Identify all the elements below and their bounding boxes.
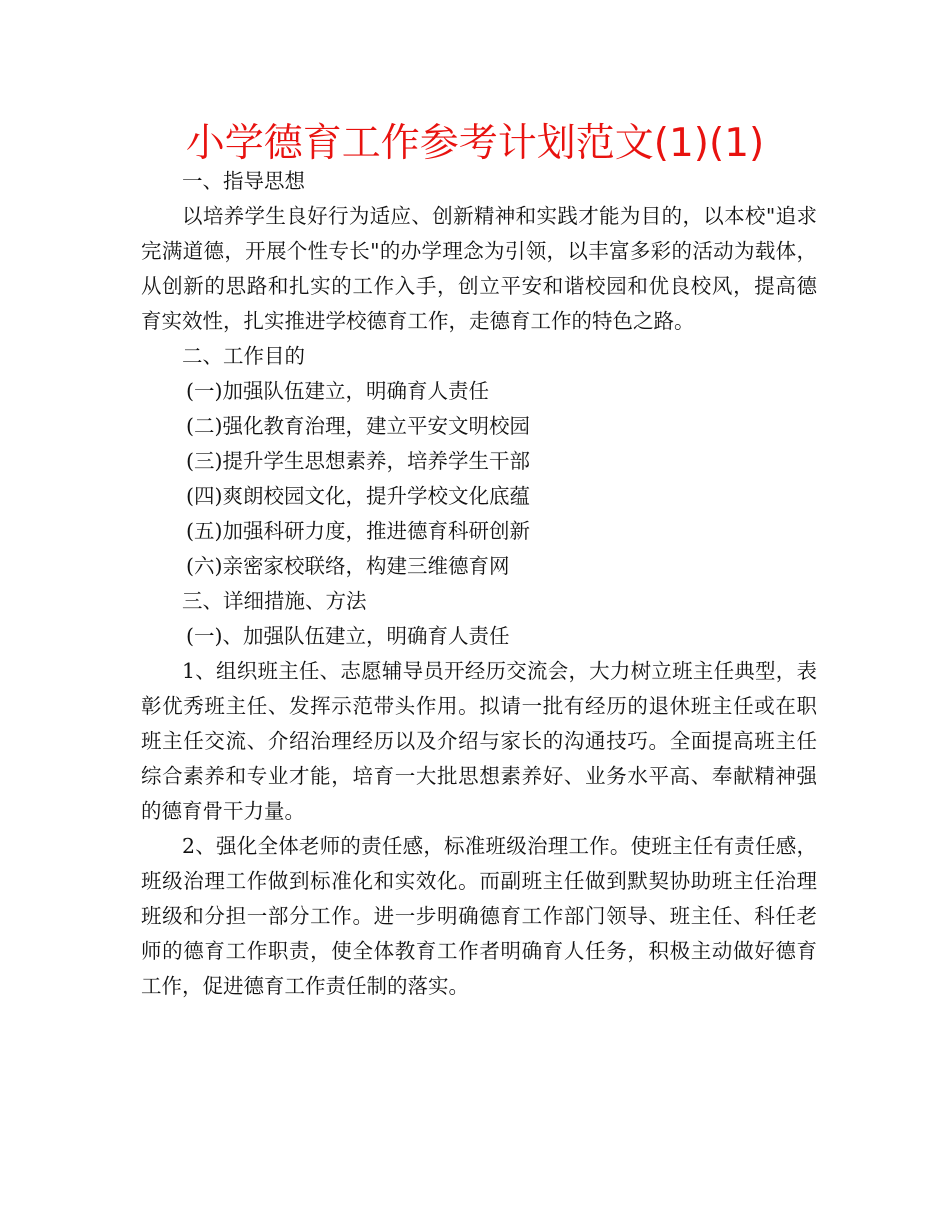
section-heading-measures: 三、详细措施、方法	[182, 589, 367, 613]
document-title: 小学德育工作参考计划范文(1)(1)	[185, 121, 765, 166]
goal-item: (六)亲密家校联络，构建三维德育网	[186, 554, 510, 578]
paragraph-guiding-ideology: 以培养学生良好行为适应、创新精神和实践才能为目的，以本校"追求完满道德，开展个性专长"的办学理念为引领，以丰富多彩的活动为载体，从创新的思路和扎实的工作入手，创立平安和谐校园和优良校风，提高德育实效性，扎实推进学校德育工作，走德育工作的特色之路。	[141, 204, 817, 333]
goal-item: (四)爽朗校园文化，提升学校文化底蕴	[186, 484, 530, 508]
goal-item: (二)强化教育治理，建立平安文明校园	[186, 414, 530, 438]
measure-paragraph: 2、强化全体老师的责任感，标准班级治理工作。使班主任有责任感，班级治理工作做到标准化和实效化。而副班主任做到默契协助班主任治理班级和分担一部分工作。进一步明确德育工作部门领导、班主任、科任老师的德育工作职责，使全体教育工作者明确育人任务，积极主动做好德育工作，促进德育工作责任制的落实。	[141, 834, 817, 998]
document-body	[141, 164, 817, 1004]
section-heading-work-goals: 二、工作目的	[182, 344, 305, 368]
subheading-team-building: (一)、加强队伍建立，明确育人责任	[186, 624, 510, 648]
goal-item: (一)加强队伍建立，明确育人责任	[186, 379, 489, 403]
goal-item: (五)加强科研力度，推进德育科研创新	[186, 519, 530, 543]
goal-item: (三)提升学生思想素养，培养学生干部	[186, 449, 530, 473]
measure-paragraph: 1、组织班主任、志愿辅导员开经历交流会，大力树立班主任典型，表彰优秀班主任、发挥示范带头作用。拟请一批有经历的退休班主任或在职班主任交流、介绍治理经历以及介绍与家长的沟通技巧。全面提高班主任综合素养和专业才能，培育一大批思想素养好、业务水平高、奉献精神强的德育骨干力量。	[141, 659, 817, 823]
section-heading-guiding-ideology: 一、指导思想	[182, 169, 305, 193]
